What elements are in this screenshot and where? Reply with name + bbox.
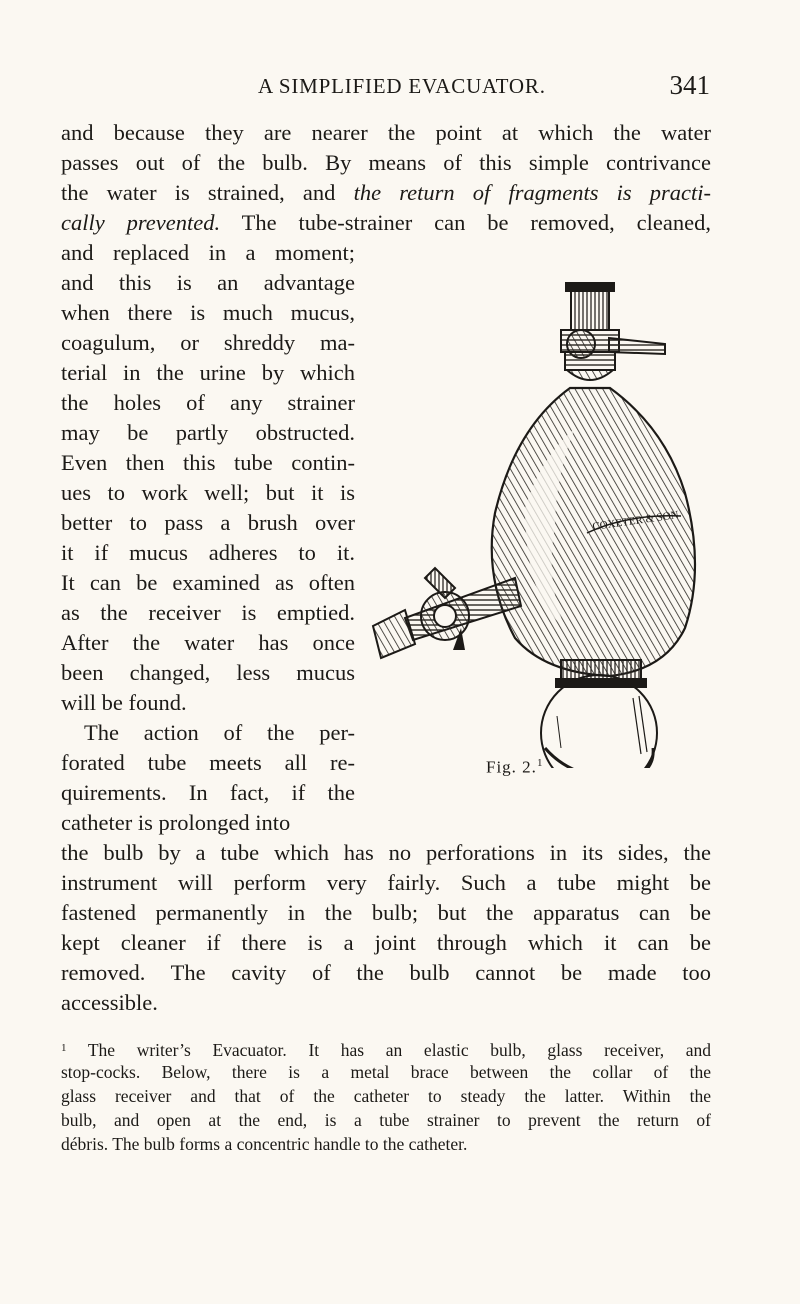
italic-text-run: the return of fragments is practi- [353,180,712,205]
text-line: and because they are nearer the point at which the water [61,120,711,145]
text-line: It can be examined as often [61,570,355,595]
page-number: 341 [669,70,710,100]
text-line: forated tube meets all re- [61,750,355,775]
text-line: The action of the per- [84,720,355,745]
figure-note-marker: 1 [536,757,544,769]
text-line: better to pass a brush over [61,510,355,535]
text-line: and this is an advantage [61,270,355,295]
running-title: A SIMPLIFIED EVACUATOR. [258,74,546,98]
figure-caption [486,757,543,778]
text-line: quirements. In fact, if the [61,780,355,805]
footnote-line: débris. The bulb forms a concentric handle to the catheter. [61,1134,468,1154]
text-line: as the receiver is emptied. [61,600,355,625]
footnote-text: The writer’s Evacuator. It has an elastic bulb, glass receiver, and [87,1040,712,1060]
text-run: the water is strained, and [61,180,354,205]
text-line: kept cleaner if there is a joint through which it can be [61,930,711,955]
running-header [0,70,800,110]
text-line: when there is much mucus, [61,300,355,325]
text-line [61,208,711,238]
text-line: it if mucus adheres to it. [61,540,355,565]
italic-text-run: cally prevented. [61,210,221,235]
text-line [61,178,711,208]
maker-stamp: COXETER & SON [591,509,680,533]
text-line: accessible. [61,990,158,1015]
text-line: will be found. [61,690,187,715]
text-line: fastened permanently in the bulb; but the apparatus can be [61,900,711,925]
text-line: passes out of the bulb. By means of this simple contrivance [61,150,711,175]
figure-caption-text: Fig. 2. [486,757,537,777]
text-line: After the water has once [61,630,355,655]
text-line: removed. The cavity of the bulb cannot be made too [61,960,711,985]
text-line: and replaced in a moment; [61,240,355,265]
text-line: been changed, less mucus [61,660,355,685]
text-line: Even then this tube contin- [61,450,355,475]
text-line: the holes of any strainer [61,390,355,415]
text-line: catheter is prolonged into [61,810,291,835]
evacuator-illustration [365,278,705,768]
footnote-line: bulb, and open at the end, is a tube strainer to prevent the return of [61,1110,711,1130]
text-line: the bulb by a tube which has no perforations in its sides, the [61,840,711,865]
text-line: ues to work well; but it is [61,480,355,505]
text-line: may be partly obstructed. [61,420,355,445]
text-line: terial in the urine by which [61,360,355,385]
footnote-line: stop-cocks. Below, there is a metal brace between the collar of the [61,1062,711,1082]
footnote-marker: 1 [61,1042,67,1054]
text-line: instrument will perform very fairly. Such a tube might be [61,870,711,895]
evacuator-engraving [365,278,705,768]
text-run: The tube-strainer can be removed, cleaned, [220,210,711,235]
footnote-line [61,1036,711,1062]
text-line: coagulum, or shreddy ma- [61,330,355,355]
footnote-line: glass receiver and that of the catheter to steady the latter. Within the [61,1086,711,1106]
